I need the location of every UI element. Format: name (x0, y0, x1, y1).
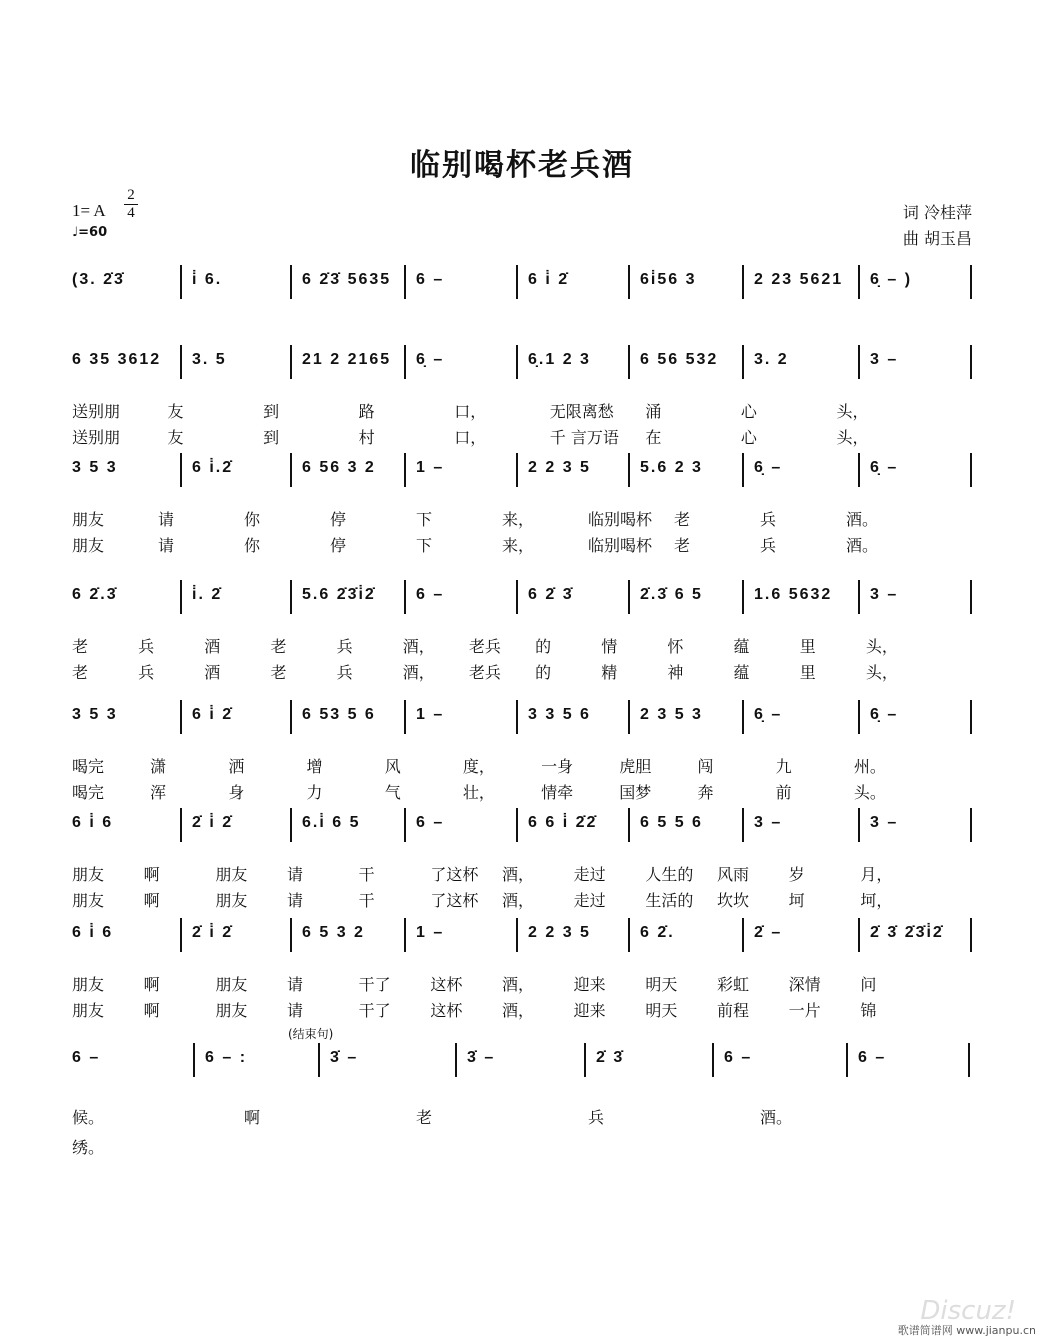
lyric-word: 州。 (853, 757, 886, 776)
lyric-word: 彩虹 (717, 975, 750, 994)
lyric-word: 洒 (228, 757, 245, 776)
measure-notes: 6 2̇.3̇ (72, 586, 118, 603)
song-title: 临别喝杯老兵酒 (410, 148, 634, 183)
lyric-word: 请 (158, 536, 175, 555)
lyric-word: 朋友 (215, 891, 248, 910)
lyric-word: 兵 (138, 637, 155, 656)
lyric-word: 坎坎 (717, 891, 750, 910)
lyric-word: 神 (667, 663, 684, 682)
measure-notes: 2̇ – (754, 924, 783, 941)
lyric-word: 力 (306, 783, 323, 802)
bar-line (516, 808, 518, 842)
composer-credit: 曲 胡玉昌 (902, 229, 972, 248)
lyric-word: 酒 (204, 637, 221, 656)
time-signature-top: 2 (127, 187, 135, 203)
lyric-word: 浑 (150, 783, 167, 802)
bar-line (290, 580, 292, 614)
lyric-word: 酒， (402, 637, 435, 656)
bar-line (628, 453, 630, 487)
lyric-word: 了这杯 (430, 891, 479, 910)
lyric-word: 的 (535, 663, 552, 682)
bar-line (193, 1043, 195, 1077)
measure-notes: 6.i̇ 6 5 (302, 814, 361, 831)
measure-notes: 21 2 2165 (302, 351, 392, 368)
lyric-word: 生活的 (645, 891, 694, 910)
bar-line (404, 453, 406, 487)
bar-line (858, 700, 860, 734)
time-signature-bottom: 4 (124, 204, 138, 222)
lyric-word: 头， (865, 663, 898, 682)
bar-line (970, 265, 972, 299)
measure-notes: 6̣ – (870, 459, 899, 476)
bar-line (318, 1043, 320, 1077)
lyric-word: 头。 (853, 783, 886, 802)
tempo-mark: ♩=60 (72, 225, 108, 240)
measure-notes: 6 i̇ 6 (72, 924, 114, 941)
lyric-word: 朋友 (72, 975, 105, 994)
measure-notes: 3 – (870, 814, 899, 831)
measure-notes: 6 56 3 2 (302, 459, 376, 476)
lyric-word: 酒。 (846, 536, 879, 555)
bar-line (516, 453, 518, 487)
lyric-word: 锦 (860, 1001, 877, 1020)
bar-line (742, 700, 744, 734)
lyric-word: 老 (270, 637, 287, 656)
lyric-word: 在 (645, 428, 662, 447)
lyric-word: 明天 (645, 1001, 678, 1020)
lyric-word: 怀 (667, 637, 684, 656)
lyric-word: 增 (306, 757, 323, 776)
lyric-word: 心 (740, 402, 757, 421)
lyric-word: 请 (287, 1001, 304, 1020)
bar-line (742, 453, 744, 487)
measure-notes: 6 6 i̇ 2̇2̇ (528, 814, 598, 831)
lyric-word: 身 (228, 783, 245, 802)
bar-line (970, 453, 972, 487)
lyric-word: 啊 (143, 975, 160, 994)
lyric-word: 停 (330, 510, 347, 529)
measure-notes: 1.6 5632 (754, 586, 833, 603)
bar-line (858, 453, 860, 487)
measure-notes: 6̣ – (870, 706, 899, 723)
bar-line (970, 700, 972, 734)
lyric-word: 请 (158, 510, 175, 529)
lyric-word: 千 言万语 (549, 428, 619, 447)
measure-notes: 6 – : (205, 1049, 248, 1066)
measure-notes: 1 – (416, 459, 445, 476)
measure-notes: 6 2̇. (640, 924, 675, 941)
bar-line (970, 580, 972, 614)
bar-line (180, 345, 182, 379)
bar-line (628, 808, 630, 842)
lyric-word: 酒 (204, 663, 221, 682)
lyric-word: 下 (416, 536, 433, 555)
measure-notes: 6i̇56 3 (640, 271, 697, 288)
measure-notes: 3 – (870, 351, 899, 368)
measure-notes: i̇ 6. (192, 271, 223, 288)
measure-notes: 6 5 3 2 (302, 924, 365, 941)
bar-line (584, 1043, 586, 1077)
lyric-word: 酒， (502, 1001, 535, 1020)
lyric-word: 潇 (150, 757, 167, 776)
measure-notes: 6 – (858, 1049, 887, 1066)
bar-line (628, 700, 630, 734)
lyric-word: 壮， (462, 783, 495, 802)
bar-line (858, 345, 860, 379)
lyric-word: 走过 (573, 891, 606, 910)
measure-notes: 2̇ 3̇ (596, 1049, 625, 1066)
bar-line (516, 700, 518, 734)
bar-line (858, 918, 860, 952)
lyric-word: 国梦 (619, 783, 652, 802)
lyricist-credit: 词 冷桂萍 (902, 203, 972, 222)
lyric-word: 老 (416, 1108, 433, 1127)
bar-line (628, 265, 630, 299)
measure-notes: 3 5 3 (72, 706, 118, 723)
lyric-word: 朋友 (72, 510, 105, 529)
measure-notes: 3̇ – (467, 1049, 496, 1066)
measure-notes: 3. 5 (192, 351, 227, 368)
lyric-word: 来， (502, 510, 535, 529)
lyric-word: 兵 (336, 637, 353, 656)
measure-notes: 6 53 5 6 (302, 706, 376, 723)
lyric-word: 友 (167, 428, 184, 447)
lyric-word: 朋友 (215, 975, 248, 994)
lyric-word: 老 (72, 663, 89, 682)
bar-line (858, 580, 860, 614)
lyric-word: 请 (287, 975, 304, 994)
lyric-word: 坷 (788, 891, 805, 910)
bar-line (516, 265, 518, 299)
lyric-word: 酒。 (760, 1108, 793, 1127)
lyric-word: 兵 (138, 663, 155, 682)
measure-notes: 6 – (416, 271, 445, 288)
lyric-word: 精 (601, 663, 618, 682)
lyric-word: 口， (454, 428, 487, 447)
lyric-word: 朋友 (215, 1001, 248, 1020)
lyric-word: 啊 (143, 891, 160, 910)
lyric-word: 酒， (502, 891, 535, 910)
measure-notes: 6 i̇ 2̇ (528, 271, 570, 288)
bar-line (968, 1043, 970, 1077)
bar-line (712, 1043, 714, 1077)
lyric-word: 兵 (760, 536, 777, 555)
lyric-word: 老兵 (468, 637, 501, 656)
measure-notes: 1 – (416, 706, 445, 723)
measure-notes: i̇. 2̇ (192, 586, 223, 603)
measure-notes: 6 2̇ 3̇ (528, 586, 574, 603)
lyric-word: 情牵 (541, 783, 574, 802)
bar-line (516, 918, 518, 952)
lyric-word: 送别朋 (72, 402, 121, 421)
lyric-word: 请 (287, 865, 304, 884)
lyric-word: 朋友 (72, 1001, 105, 1020)
lyric-word: 老兵 (468, 663, 501, 682)
measure-notes: 6̣.1 2 3 (528, 351, 591, 368)
measure-notes: 6̣ – ) (870, 271, 913, 288)
lyric-word: 深情 (788, 975, 821, 994)
measure-notes: (3. 2̇3̇ (72, 271, 125, 288)
bar-line (404, 265, 406, 299)
lyric-word: 朋友 (72, 536, 105, 555)
bar-line (858, 808, 860, 842)
site-watermark: 歌谱简谱网 www.jianpu.cn (897, 1324, 1036, 1337)
measure-notes: 2̇ i̇ 2̇ (192, 814, 234, 831)
lyric-word: 涌 (645, 402, 662, 421)
measure-notes: 6 – (724, 1049, 753, 1066)
lyric-word: 老 (72, 637, 89, 656)
lyric-word: 朋友 (72, 865, 105, 884)
bar-line (290, 453, 292, 487)
measure-notes: 6 – (416, 586, 445, 603)
lyric-word: 下 (416, 510, 433, 529)
lyric-word: 村 (358, 428, 375, 447)
lyric-word: 酒。 (846, 510, 879, 529)
measure-notes: 3. 2 (754, 351, 789, 368)
lyric-word: 干 (358, 891, 375, 910)
lyric-word: 奔 (697, 783, 714, 802)
bar-line (290, 345, 292, 379)
lyric-word: 送别朋 (72, 428, 121, 447)
lyric-word: 兵 (760, 510, 777, 529)
measure-notes: 6 5 5 6 (640, 814, 703, 831)
lyric-word: 酒， (402, 663, 435, 682)
measure-notes: 2 2 3 5 (528, 459, 591, 476)
bar-line (290, 918, 292, 952)
lyric-word: 临别喝杯 (588, 510, 653, 529)
lyric-word: 干了 (358, 975, 391, 994)
lyric-word: 岁 (788, 865, 805, 884)
bar-line (742, 265, 744, 299)
bar-line (404, 700, 406, 734)
lyric-word: 前程 (717, 1001, 750, 1020)
lyric-word: 情 (601, 637, 618, 656)
measure-notes: 6 i̇.2̇ (192, 459, 234, 476)
lyric-word: 无限离愁 (549, 402, 614, 421)
bar-line (846, 1043, 848, 1077)
lyric-word: 喝完 (72, 783, 105, 802)
lyric-word: 明天 (645, 975, 678, 994)
measure-notes: 2̇ 3̇ 2̇3̇i̇2̇ (870, 924, 944, 941)
measure-notes: 6̣ – (754, 706, 783, 723)
measure-notes: 3 – (754, 814, 783, 831)
measure-notes: 2 23 5621 (754, 271, 844, 288)
measure-notes: 6̣ – (416, 351, 445, 368)
measure-notes: 6 – (72, 1049, 101, 1066)
lyric-word: 停 (330, 536, 347, 555)
measure-notes: 6 35 3612 (72, 351, 162, 368)
bar-line (180, 918, 182, 952)
lyric-word: 了这杯 (430, 865, 479, 884)
bar-line (970, 918, 972, 952)
lyric-word: 酒， (502, 865, 535, 884)
lyric-word: 啊 (244, 1108, 261, 1127)
bar-line (742, 808, 744, 842)
lyric-word: 风 (384, 757, 401, 776)
bar-line (290, 808, 292, 842)
end-phrase-label: (结束句) (288, 1027, 334, 1041)
bar-line (290, 700, 292, 734)
lyric-word: 头， (836, 428, 869, 447)
bar-line (180, 808, 182, 842)
bar-line (404, 580, 406, 614)
bar-line (628, 918, 630, 952)
lyric-word: 蕴 (733, 637, 750, 656)
measure-notes: 5.6 2̇3̇i̇2̇ (302, 586, 376, 603)
forum-watermark: Discuz! (920, 1296, 1016, 1326)
bar-line (516, 345, 518, 379)
lyric-word: 前 (775, 783, 792, 802)
bar-line (455, 1043, 457, 1077)
lyric-word: 到 (263, 402, 280, 421)
bar-line (858, 265, 860, 299)
measure-notes: 5.6 2 3 (640, 459, 703, 476)
measure-notes: 3̇ – (330, 1049, 359, 1066)
measure-notes: 6 2̇3̇ 5635 (302, 271, 392, 288)
measure-notes: 2 2 3 5 (528, 924, 591, 941)
lyric-word: 里 (799, 663, 816, 682)
lyric-word: 老 (674, 510, 691, 529)
lyric-word: 喝完 (72, 757, 105, 776)
lyric-word: 啊 (143, 1001, 160, 1020)
lyric-word: 问 (860, 975, 877, 994)
lyric-word: 蕴 (733, 663, 750, 682)
bar-line (742, 580, 744, 614)
lyric-word: 月， (860, 865, 893, 884)
measure-notes: 3 3 5 6 (528, 706, 591, 723)
lyric-word: 请 (287, 891, 304, 910)
lyric-word: 闯 (697, 757, 714, 776)
bar-line (404, 918, 406, 952)
measure-notes: 2̇.3̇ 6 5 (640, 586, 703, 603)
lyric-word: 老 (674, 536, 691, 555)
lyric-word: 老 (270, 663, 287, 682)
bar-line (970, 345, 972, 379)
lyric-word: 你 (244, 536, 261, 555)
lyric-word: 气 (384, 783, 401, 802)
bar-line (290, 265, 292, 299)
bar-line (180, 453, 182, 487)
lyric-word: 一身 (541, 757, 574, 776)
bar-line (628, 345, 630, 379)
lyric-word: 酒， (502, 975, 535, 994)
lyric-word: 这杯 (430, 975, 463, 994)
lyric-word: 干了 (358, 1001, 391, 1020)
bar-line (180, 265, 182, 299)
lyric-word: 绣。 (72, 1138, 105, 1157)
lyric-word: 兵 (588, 1108, 605, 1127)
lyric-word: 朋友 (72, 891, 105, 910)
lyric-word: 走过 (573, 865, 606, 884)
lyric-word: 心 (740, 428, 757, 447)
measure-notes: 3 5 3 (72, 459, 118, 476)
lyric-word: 头， (865, 637, 898, 656)
lyric-word: 虎胆 (619, 757, 652, 776)
time-signature (124, 187, 138, 222)
lyric-word: 迎来 (573, 975, 606, 994)
bar-line (742, 345, 744, 379)
lyric-word: 头， (836, 402, 869, 421)
lyric-word: 九 (775, 757, 792, 776)
measure-notes: 6̣ – (754, 459, 783, 476)
lyric-word: 友 (167, 402, 184, 421)
measure-notes: 2 3 5 3 (640, 706, 703, 723)
lyric-word: 风雨 (717, 865, 750, 884)
bar-line (180, 580, 182, 614)
bar-line (516, 580, 518, 614)
lyric-word: 你 (244, 510, 261, 529)
bar-line (970, 808, 972, 842)
measure-notes: 6 56 532 (640, 351, 719, 368)
measure-notes: 6 i̇ 6 (72, 814, 114, 831)
bar-line (742, 918, 744, 952)
lyric-word: 来， (502, 536, 535, 555)
lyric-word: 兵 (336, 663, 353, 682)
lyric-word: 一片 (788, 1001, 821, 1020)
lyric-word: 迎来 (573, 1001, 606, 1020)
lyric-word: 口， (454, 402, 487, 421)
lyric-word: 坷， (860, 891, 893, 910)
lyric-word: 啊 (143, 865, 160, 884)
measure-notes: 3 – (870, 586, 899, 603)
lyric-word: 里 (799, 637, 816, 656)
lyric-word: 朋友 (215, 865, 248, 884)
measure-notes: 6 – (416, 814, 445, 831)
measure-notes: 1 – (416, 924, 445, 941)
lyric-word: 临别喝杯 (588, 536, 653, 555)
lyric-word: 候。 (72, 1108, 105, 1127)
lyric-word: 度， (462, 757, 495, 776)
lyric-word: 到 (263, 428, 280, 447)
measure-notes: 6 i̇ 2̇ (192, 706, 234, 723)
bar-line (180, 700, 182, 734)
lyric-word: 路 (358, 402, 375, 421)
lyric-word: 人生的 (645, 865, 694, 884)
bar-line (628, 580, 630, 614)
bar-line (404, 345, 406, 379)
key-signature: 1= A (72, 201, 106, 220)
lyric-word: 这杯 (430, 1001, 463, 1020)
measure-notes: 2̇ i̇ 2̇ (192, 924, 234, 941)
lyric-word: 干 (358, 865, 375, 884)
bar-line (404, 808, 406, 842)
lyric-word: 的 (535, 637, 552, 656)
